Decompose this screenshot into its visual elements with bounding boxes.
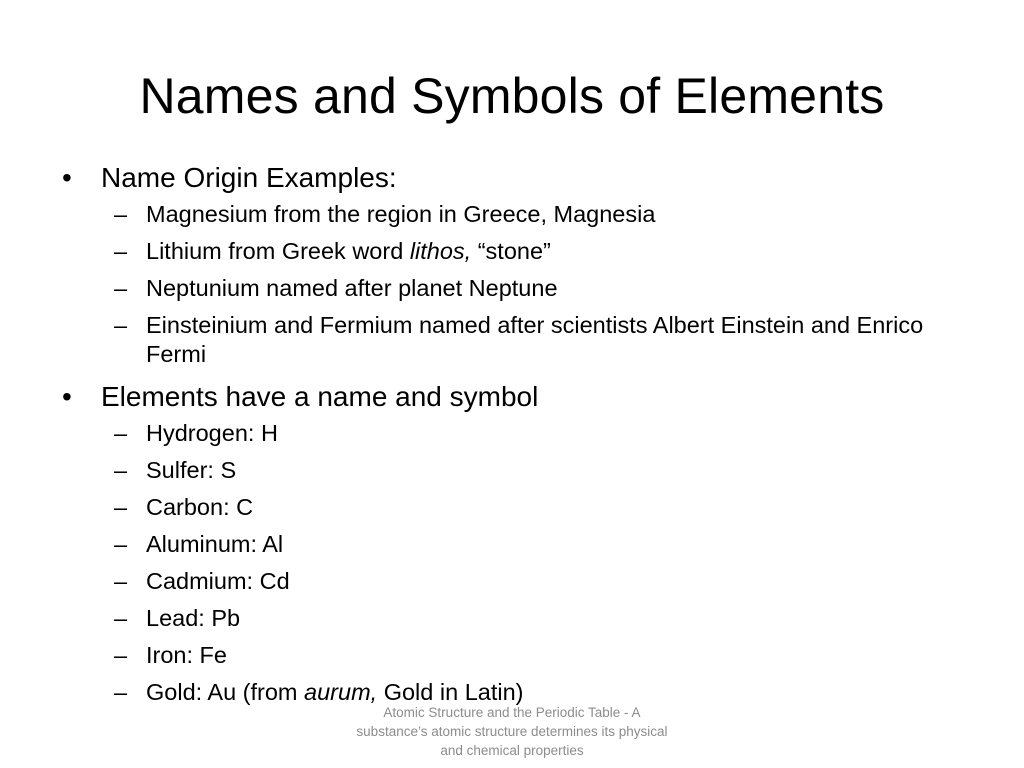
sub-item-text-part: “stone” [471,238,551,264]
sub-item [62,311,962,369]
dash-icon: – [114,275,128,301]
dash-icon: – [114,457,128,483]
sub-item [62,567,962,596]
sub-item [62,530,962,559]
dash-icon: – [114,201,128,227]
slide-title: Names and Symbols of Elements [139,68,885,124]
sub-item-text-part: Lithium from Greek word [146,238,410,264]
dash-icon: – [114,605,128,631]
sub-item [62,200,962,229]
sub-item [62,274,962,303]
sub-item-text: Hydrogen: H [146,420,278,446]
sub-item [62,419,962,448]
sub-item-italic: aurum, [304,679,378,705]
dash-icon: – [114,679,128,705]
sub-item-text-part: Gold: Au (from [146,679,305,705]
dash-icon: – [114,420,128,446]
dash-icon: – [114,312,128,338]
bullet-icon: • [62,162,72,193]
sub-item [62,641,962,670]
bullet-item [62,379,962,415]
bullet-text: Name Origin Examples: [101,162,397,193]
slide-content [62,160,962,715]
dash-icon: – [114,238,128,264]
bullet-item [62,160,962,196]
sub-item [62,493,962,522]
dash-icon: – [114,568,128,594]
sub-item-text: Einsteinium and Fermium named after scientists Albert Einstein and Enrico Fermi [146,312,924,367]
sub-item-text: Sulfer: S [146,457,237,483]
sub-item-text: Cadmium: Cd [146,568,290,594]
dash-icon: – [114,642,128,668]
bullet-icon: • [62,381,72,412]
sub-item [62,604,962,633]
sub-item-text: Iron: Fe [146,642,227,668]
sub-item [62,237,962,266]
dash-icon: – [114,494,128,520]
sub-item-italic: lithos, [409,238,472,264]
slide-footer: Atomic Structure and the Periodic Table - A substance’s atomic structure determines its physical and chemical properties [356,705,668,758]
sub-item-text-part: Gold in Latin) [377,679,524,705]
dash-icon: – [114,531,128,557]
bullet-text: Elements have a name and symbol [101,381,539,412]
sub-item-text: Magnesium from the region in Greece, Magnesia [146,201,656,227]
sub-item-text: Aluminum: Al [146,531,284,557]
sub-item-text: Lead: Pb [146,605,241,631]
sub-item-text: Carbon: C [146,494,254,520]
sub-item [62,456,962,485]
sub-item-text: Neptunium named after planet Neptune [146,275,558,301]
